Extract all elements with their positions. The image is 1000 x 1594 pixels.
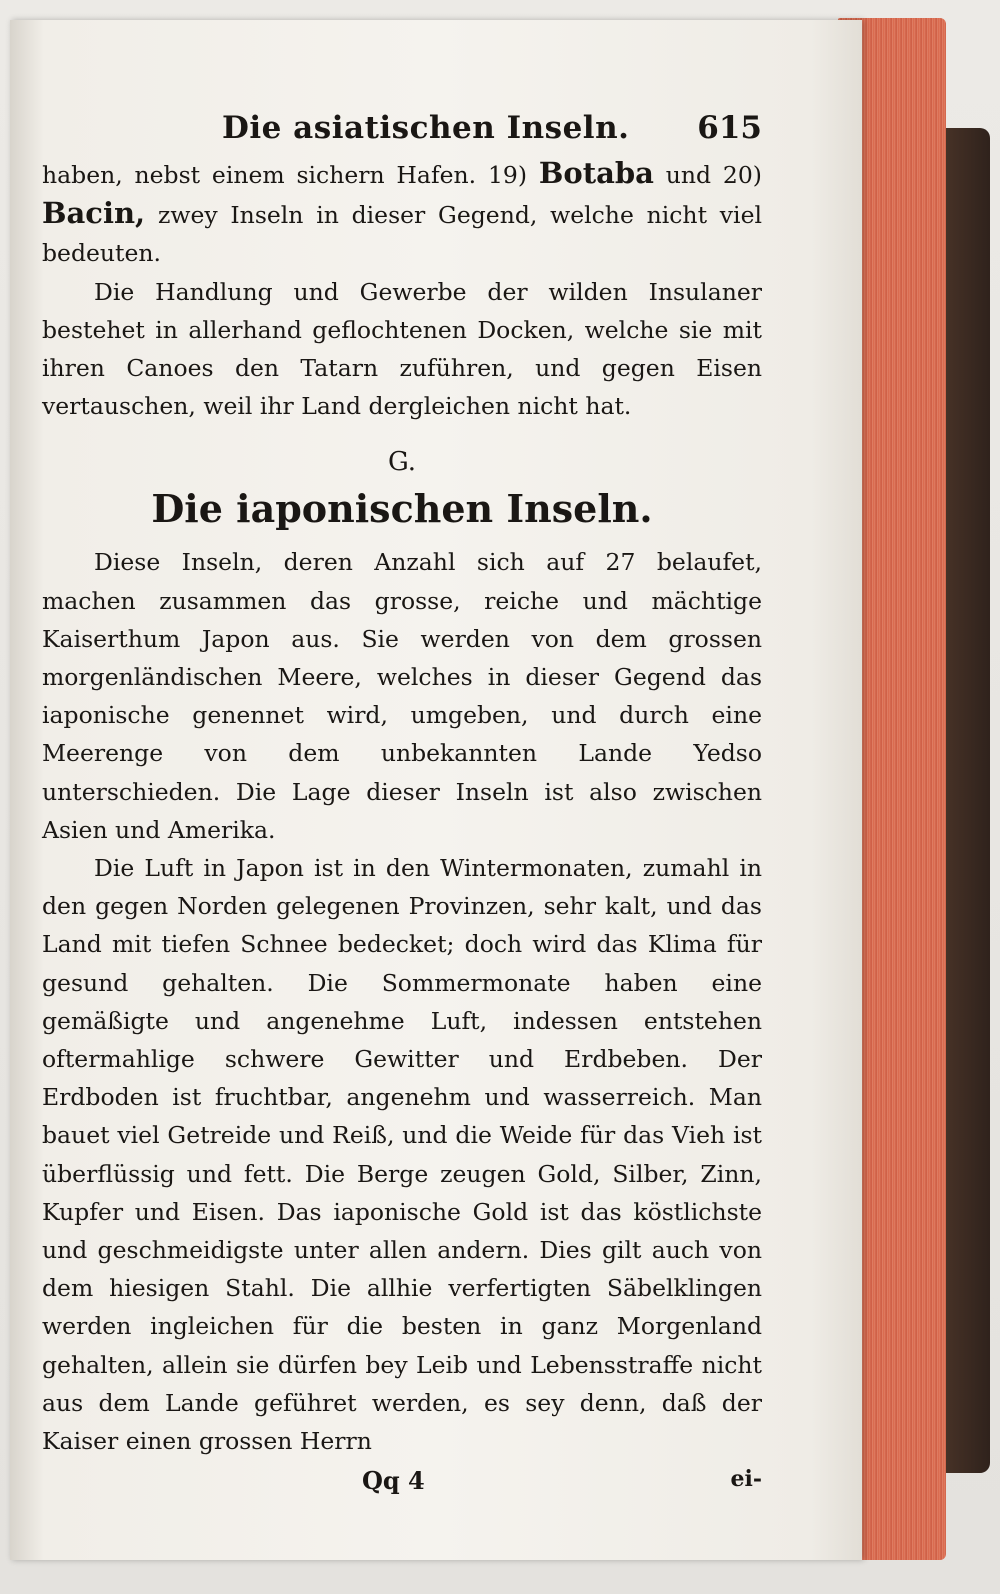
paragraph-3: Diese Inseln, deren Anzahl sich auf 27 belaufet, machen zusammen das grosse, reiche und mächtige Kaiserthum Japon aus. Sie werden von dem grossen morgenländischen Meere, welches in dieser Gegend das iaponische genennet wird, umgeben, und durch eine Meerenge von dem unbekannten Lande Yedso unterschieden. Die Lage dieser Inseln ist also zwischen Asien und Amerika. <box>42 548 762 844</box>
paragraph-2: Die Handlung und Gewerbe der wilden Insulaner bestehet in allerhand geflochtenen Docken, welche sie mit ihren Canoes den Tatarn zuführen, und gegen Eisen vertauschen, weil ihr Land dergleichen nicht hat. <box>42 277 762 421</box>
text-block <box>42 110 762 1495</box>
paragraph-4: Die Luft in Japon ist in den Wintermonaten, zumahl in den gegen Norden gelegenen Provinzen, sehr kalt, und das Land mit tiefen Schnee bedecket; doch wird das Klima für gesund gehalten. Die Sommermonate haben eine gemäßigte und angenehme Luft, indessen entstehen oftermahlige schwere Gewitter und Erdbeben. Der Erdboden ist fruchtbar, angenehm und wasserreich. Man bauet viel Getreide und Reiß, und die Weide für das Vieh ist überflüssig und fett. Die Berge zeugen Gold, Silber, Zinn, Kupfer und Eisen. Das iaponische Gold ist das köstlichste und geschmeidigste unter allen andern. Dies gilt auch von dem hiesigen Stahl. Die allhie verfertigten Säbelklingen werden ingleichen für die besten in ganz Morgenland gehalten, allein sie dürfen bey Leib und Lebensstraffe nicht aus dem Lande geführet werden, es sey denn, daß der Kaiser einen grossen Herrn <box>42 854 762 1456</box>
catchword: ei- <box>730 1466 762 1493</box>
book-page <box>10 20 862 1560</box>
page-number: 615 <box>697 110 762 146</box>
place-name-bacin: Bacin, <box>42 196 146 231</box>
running-title: Die asiatischen Inseln. <box>222 110 630 146</box>
page-footer <box>42 1466 762 1495</box>
paragraph-1 <box>42 154 762 273</box>
page-header <box>222 110 762 146</box>
paragraph-1-text-a: haben, nebst einem sichern Hafen. 19) <box>42 161 528 189</box>
paragraph-1-text-b: und 20) <box>665 161 762 189</box>
paragraph-1-text-c: zwey Inseln in dieser Gegend, welche nicht viel bedeuten. <box>42 201 762 268</box>
section-letter: G. <box>387 447 417 478</box>
place-name-botaba: Botaba <box>538 156 654 190</box>
signature-mark: Qq 4 <box>362 1466 425 1496</box>
section-title: Die iaponischen Inseln. <box>151 486 653 532</box>
